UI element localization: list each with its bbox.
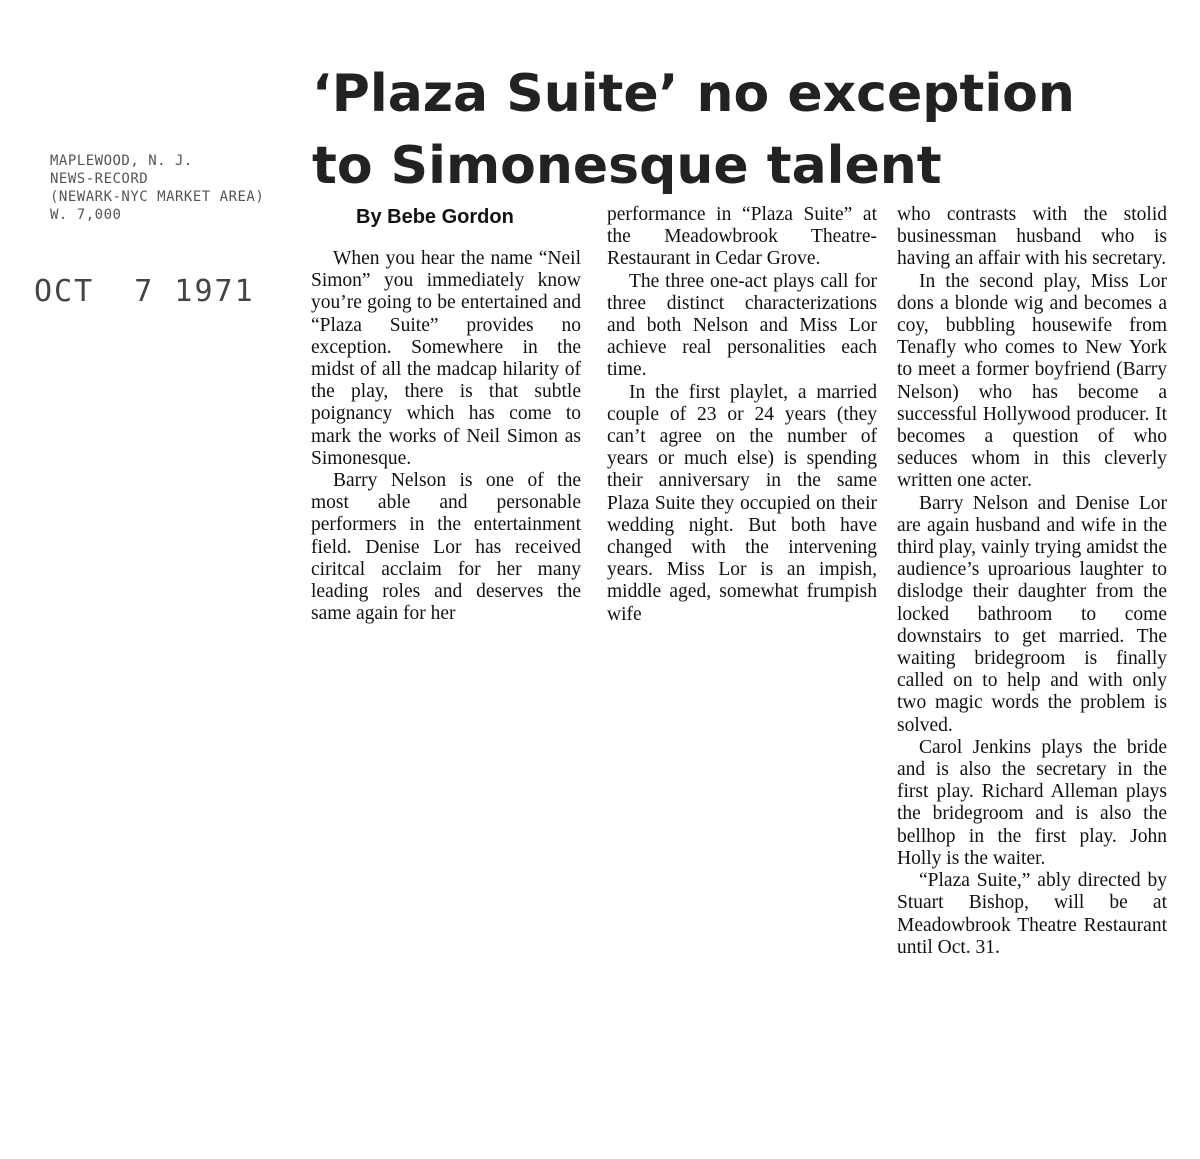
paragraph: Barry Nelson and Denise Lor are again husband and wife in the third play, vainly trying amidst the audience’s uproarious laughter to dislodge their daughter from the locked bathroom to come downstairs to get married. The waiting bridegroom is finally called on to help and with only two magic words the problem is solved. (897, 492, 1167, 736)
headline-line-2: to Simonesque talent (312, 136, 942, 196)
paragraph: who contrasts with the stolid businessman husband who is having an affair with his secretary. (897, 204, 1167, 270)
paragraph: In the first playlet, a married couple of 23 or 24 years (they can’t agree on the number of years or much else) is spending their anniversary in the same Plaza Suite they occupied on their wedding night. But both have changed with the intervening years. Miss Lor is an impish, middle aged, somewhat frumpish wife (607, 381, 877, 625)
paragraph: The three one-act plays call for three distinct characterizations and both Nelson and Miss Lor achieve real personalities each time. (607, 270, 877, 381)
publication-stamp (50, 152, 264, 224)
article-column-3 (897, 204, 1167, 959)
stamp-paper: NEWS-RECORD (50, 171, 149, 187)
article-column-1 (311, 248, 581, 625)
article-column-2 (607, 204, 877, 626)
paragraph: In the second play, Miss Lor dons a blonde wig and becomes a coy, bubbling housewife from Tenafly who comes to New York to meet a former boyfriend (Barry Nelson) who has become a successful Hollywood producer. It becomes a question of who seduces whom in this cleverly written one acter. (897, 270, 1167, 492)
stamp-city: MAPLEWOOD, N. J. (50, 153, 193, 169)
stamp-circulation: W. 7,000 (50, 207, 122, 223)
paragraph: Carol Jenkins plays the bride and is also the secretary in the first play. Richard Alleman plays the bridegroom and is also the bellhop in the first play. John Holly is the waiter. (897, 736, 1167, 869)
byline: By Bebe Gordon (356, 206, 514, 228)
paragraph: When you hear the name “Neil Simon” you immediately know you’re going to be entertained and “Plaza Suite” provides no exception. Somewhere in the midst of all the madcap hilarity of the play, there is that subtle poignancy which has come to mark the works of Neil Simon as Simonesque. (311, 248, 581, 469)
paragraph: “Plaza Suite,” ably directed by Stuart Bishop, will be at Meadowbrook Theatre Restaurant until Oct. 31. (897, 870, 1167, 958)
paragraph: performance in “Plaza Suite” at the Meadowbrook Theatre-Restaurant in Cedar Grove. (607, 204, 877, 270)
headline-line-1: ‘Plaza Suite’ no exception (312, 64, 1075, 124)
date-stamp: OCT 7 1971 (34, 274, 255, 309)
stamp-market: (NEWARK-NYC MARKET AREA) (50, 189, 265, 205)
paragraph: Barry Nelson is one of the most able and personable performers in the entertainment field. Denise Lor has received ciritcal acclaim for her many leading roles and deserves the same again for her (311, 470, 581, 625)
headline (312, 58, 1112, 202)
